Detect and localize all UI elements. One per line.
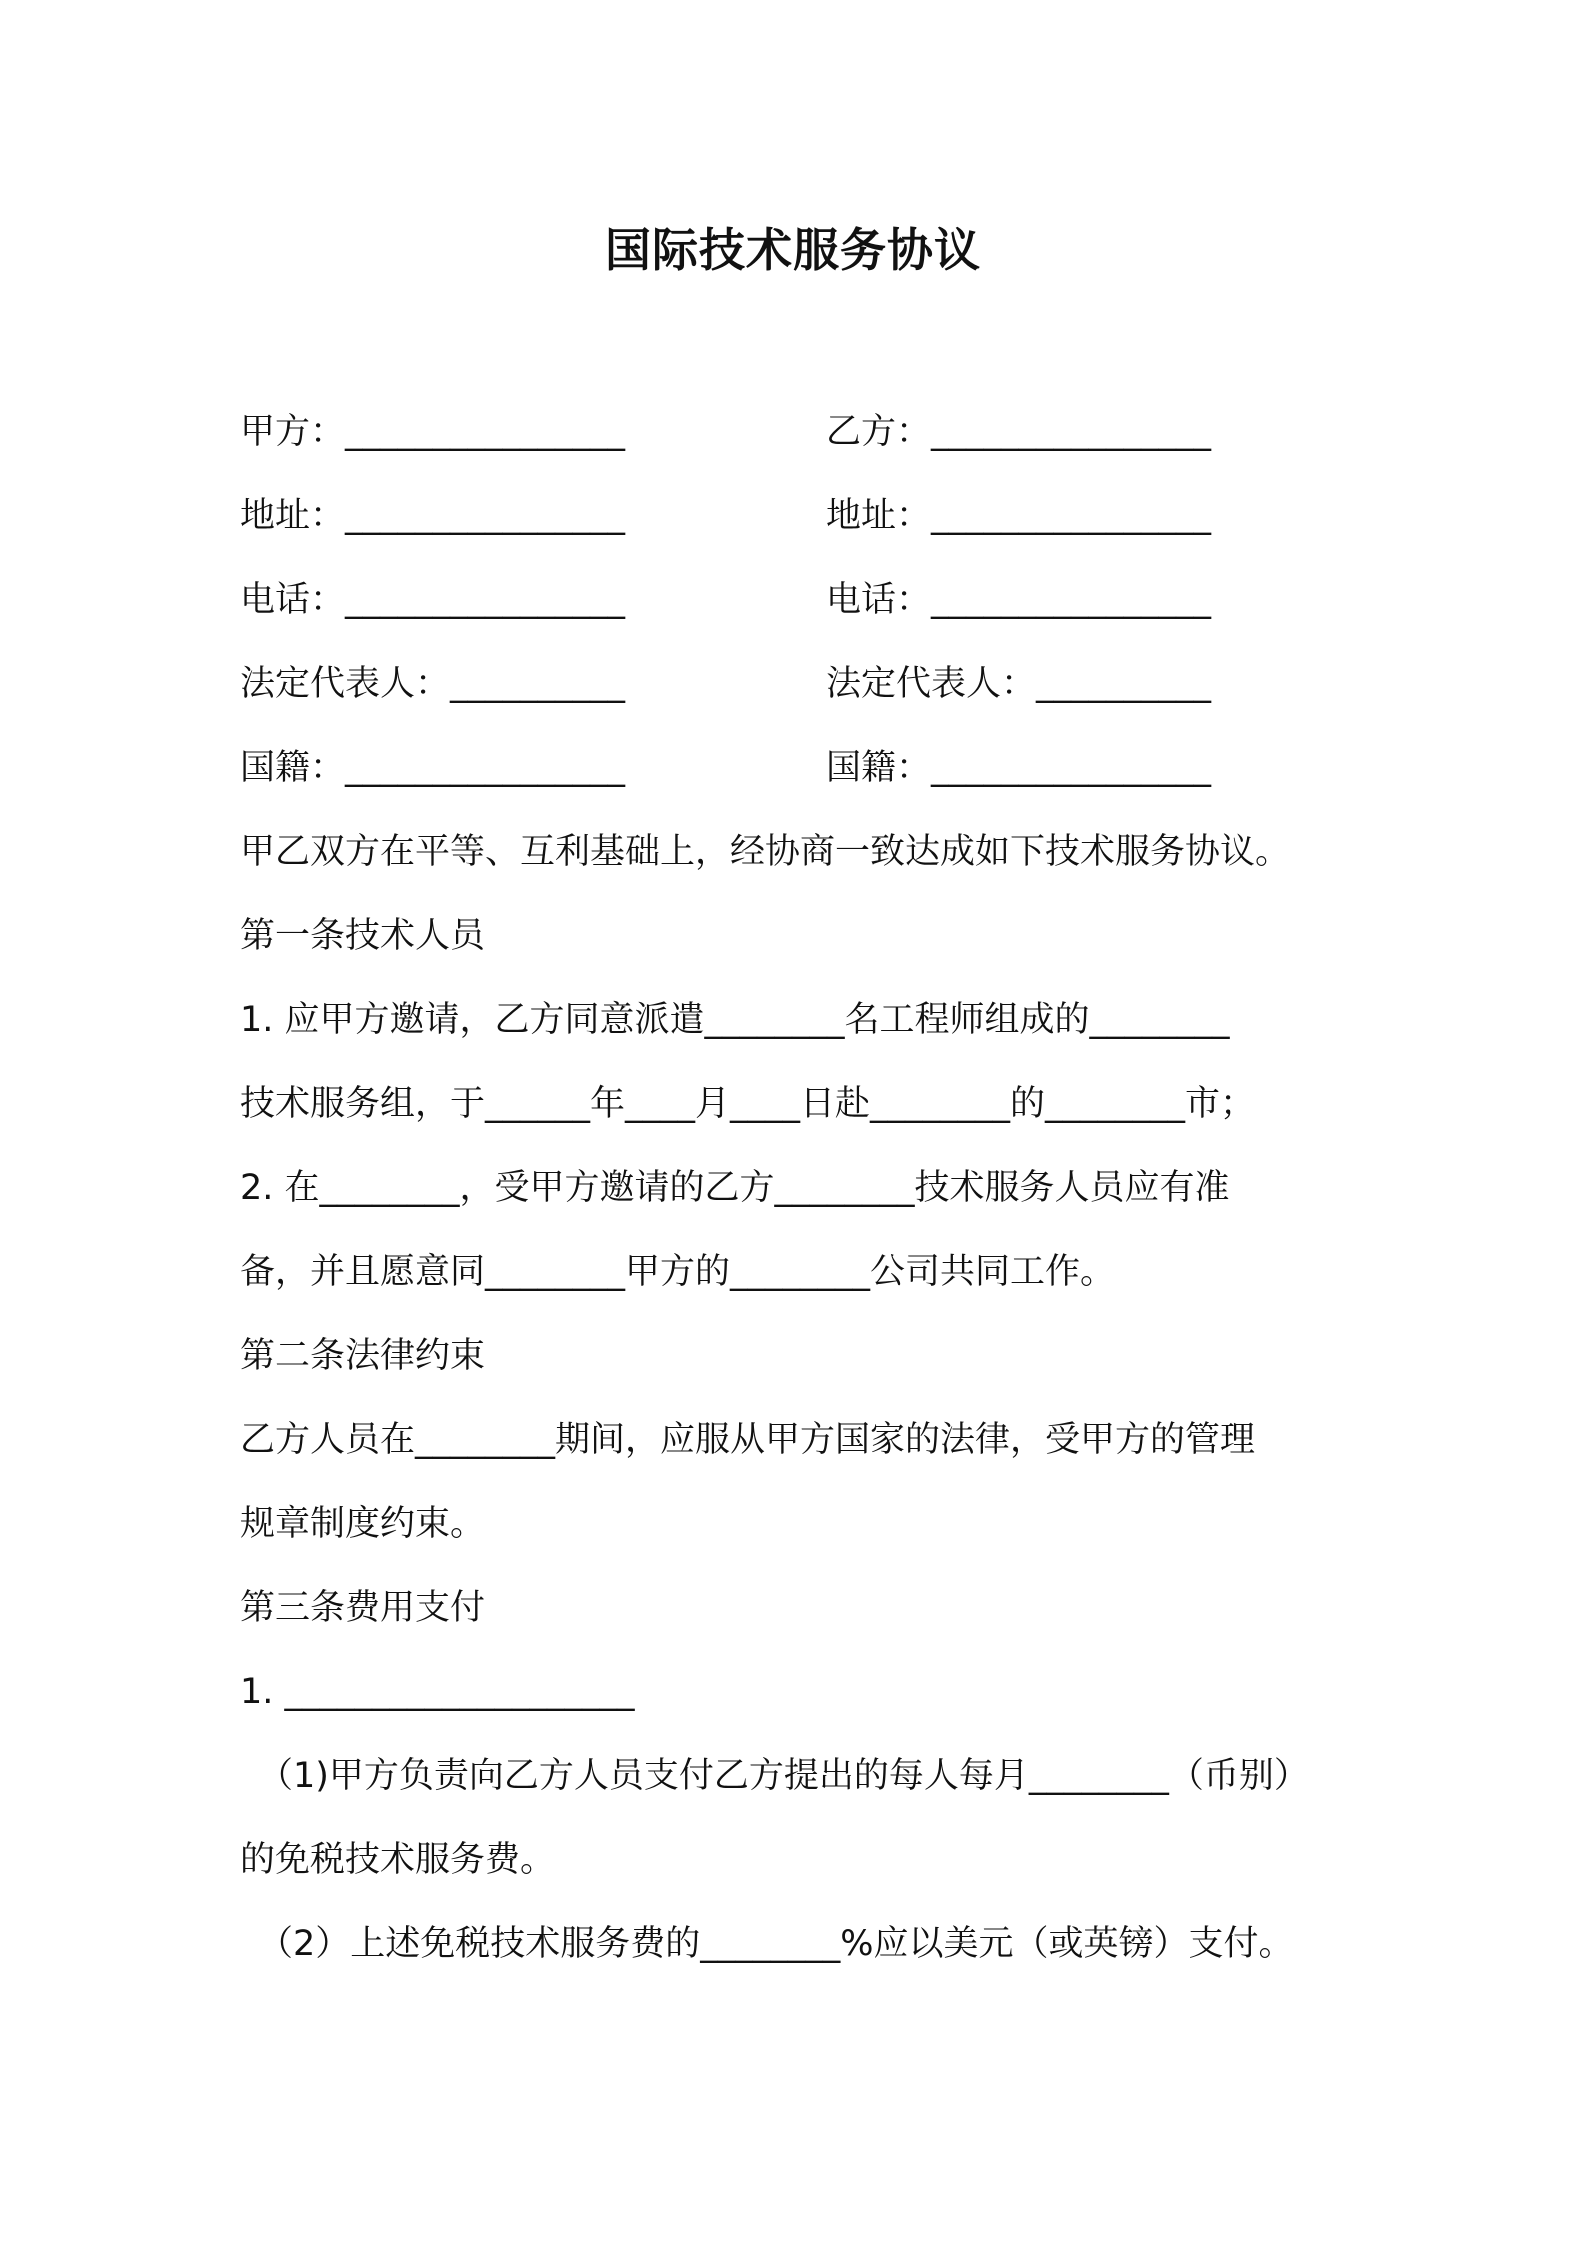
- party-row-nationality: [0, 740, 1586, 824]
- article-3-item-1: 1. ____________________: [240, 1672, 635, 1712]
- article-3-sub-1-line-1: （1)甲方负责向乙方人员支付乙方提出的每人每月________（币别）: [258, 1756, 1309, 1796]
- article-2-text-line-2: 规章制度约束。: [240, 1504, 486, 1544]
- party-row-address: [0, 488, 1586, 572]
- party-a-phone-field: 电话：________________: [240, 580, 626, 620]
- party-a-name-field: 甲方：________________: [240, 412, 626, 452]
- article-1-heading: 第一条技术人员: [240, 916, 486, 956]
- party-info-section: [0, 404, 1586, 824]
- party-a-representative-field: 法定代表人：__________: [240, 664, 626, 704]
- party-b-address-field: 地址：________________: [826, 496, 1212, 536]
- article-1-item-2-line-1: 2. 在________，受甲方邀请的乙方________技术服务人员应有准: [240, 1168, 1230, 1208]
- party-row-phone: [0, 572, 1586, 656]
- article-2-text-line-1: 乙方人员在________期间，应服从甲方国家的法律，受甲方的管理: [240, 1420, 1256, 1460]
- article-1-item-1-line-2: 技术服务组，于______年____月____日赴________的________市；: [240, 1084, 1256, 1124]
- document-title: 国际技术服务协议: [605, 223, 981, 277]
- party-a-address-field: 地址：________________: [240, 496, 626, 536]
- party-b-nationality-field: 国籍：________________: [826, 748, 1212, 788]
- article-3-sub-1-line-2: 的免税技术服务费。: [240, 1840, 556, 1880]
- party-row-party: [0, 404, 1586, 488]
- party-row-representative: [0, 656, 1586, 740]
- article-3-sub-2: （2）上述免税技术服务费的________%应以美元（或英镑）支付。: [258, 1924, 1294, 1964]
- article-2-heading: 第二条法律约束: [240, 1336, 486, 1376]
- agreement-body: [240, 824, 1370, 2000]
- party-b-representative-field: 法定代表人：__________: [826, 664, 1212, 704]
- preamble-text: 甲乙双方在平等、互利基础上，经协商一致达成如下技术服务协议。: [240, 832, 1291, 872]
- party-a-nationality-field: 国籍：________________: [240, 748, 626, 788]
- party-b-phone-field: 电话：________________: [826, 580, 1212, 620]
- article-1-item-1-line-1: 1. 应甲方邀请，乙方同意派遣________名工程师组成的________: [240, 1000, 1230, 1040]
- article-1-item-2-line-2: 备，并且愿意同________甲方的________公司共同工作。: [240, 1252, 1116, 1292]
- article-3-heading: 第三条费用支付: [240, 1588, 486, 1628]
- party-b-name-field: 乙方：________________: [826, 412, 1212, 452]
